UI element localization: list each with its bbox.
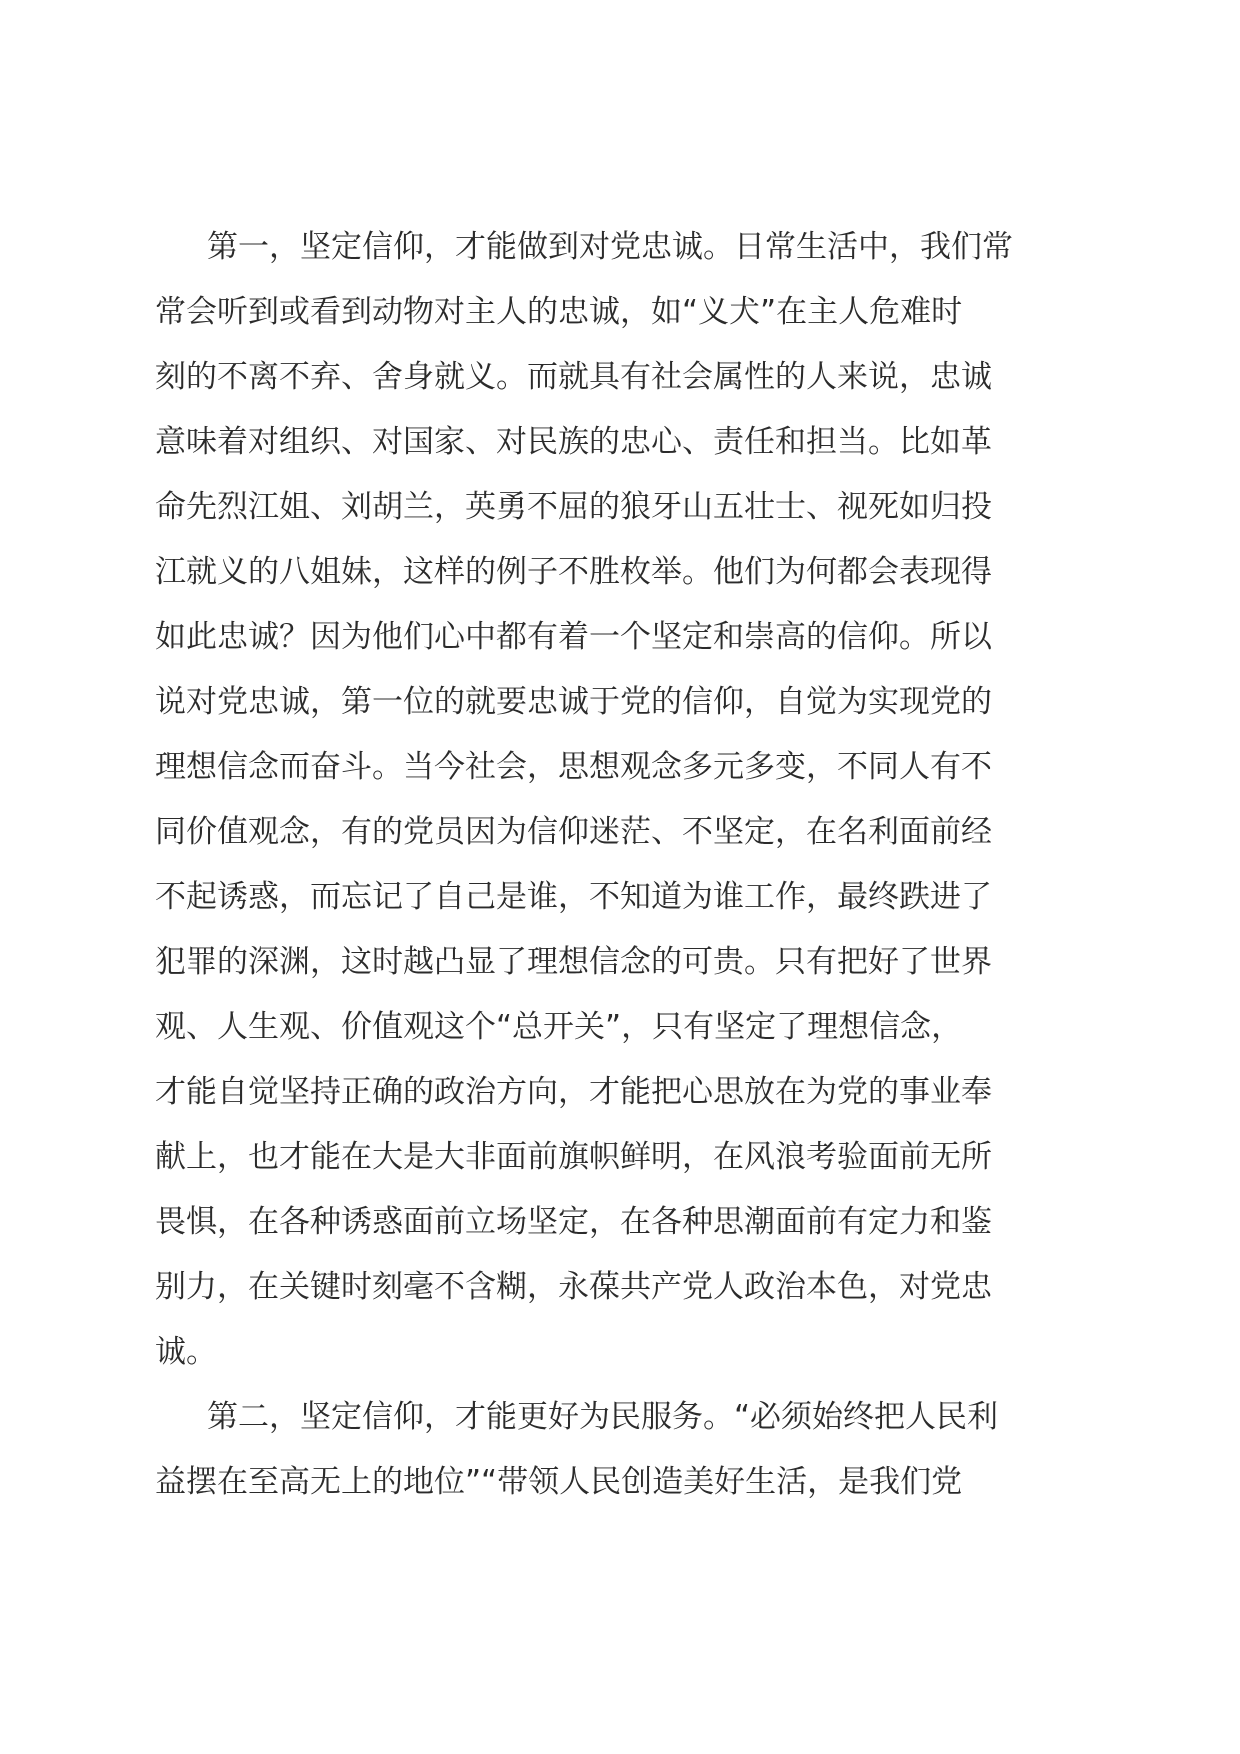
paragraph-line: 观、人生观、价值观这个“总开关”，只有坚定了理想信念， <box>155 1009 963 1045</box>
paragraph-line: 畏惧，在各种诱惑面前立场坚定，在各种思潮面前有定力和鉴 <box>155 1204 992 1240</box>
paragraph-line: 第一，坚定信仰，才能做到对党忠诚。日常生活中，我们常 <box>207 229 1013 265</box>
paragraph-line: 诚。 <box>155 1334 217 1370</box>
paragraph-line: 益摆在至高无上的地位”“带领人民创造美好生活，是我们党 <box>155 1464 963 1500</box>
paragraph-line: 江就义的八姐妹，这样的例子不胜枚举。他们为何都会表现得 <box>155 554 992 590</box>
paragraph-line: 如此忠诚？因为他们心中都有着一个坚定和崇高的信仰。所以 <box>155 619 992 655</box>
paragraph-2 <box>155 1385 1085 1515</box>
paragraph-line: 理想信念而奋斗。当今社会，思想观念多元多变，不同人有不 <box>155 749 992 785</box>
paragraph-line: 意味着对组织、对国家、对民族的忠心、责任和担当。比如革 <box>155 424 992 460</box>
paragraph-line: 犯罪的深渊，这时越凸显了理想信念的可贵。只有把好了世界 <box>155 944 992 980</box>
body-text <box>155 215 1085 1515</box>
paragraph-line: 刻的不离不弃、舍身就义。而就具有社会属性的人来说，忠诚 <box>155 359 992 395</box>
paragraph-line: 别力，在关键时刻毫不含糊，永葆共产党人政治本色，对党忠 <box>155 1269 992 1305</box>
paragraph-line: 献上，也才能在大是大非面前旗帜鲜明，在风浪考验面前无所 <box>155 1139 992 1175</box>
paragraph-line: 第二，坚定信仰，才能更好为民服务。“必须始终把人民利 <box>207 1399 999 1435</box>
paragraph-line: 同价值观念，有的党员因为信仰迷茫、不坚定，在名利面前经 <box>155 814 992 850</box>
paragraph-line: 常会听到或看到动物对主人的忠诚，如“义犬”在主人危难时 <box>155 294 963 330</box>
paragraph-line: 命先烈江姐、刘胡兰，英勇不屈的狼牙山五壮士、视死如归投 <box>155 489 992 525</box>
paragraph-line: 不起诱惑，而忘记了自己是谁，不知道为谁工作，最终跌进了 <box>155 879 992 915</box>
paragraph-line: 说对党忠诚，第一位的就要忠诚于党的信仰，自觉为实现党的 <box>155 684 992 720</box>
paragraph-1 <box>155 215 1085 1385</box>
paragraph-line: 才能自觉坚持正确的政治方向，才能把心思放在为党的事业奉 <box>155 1074 992 1110</box>
